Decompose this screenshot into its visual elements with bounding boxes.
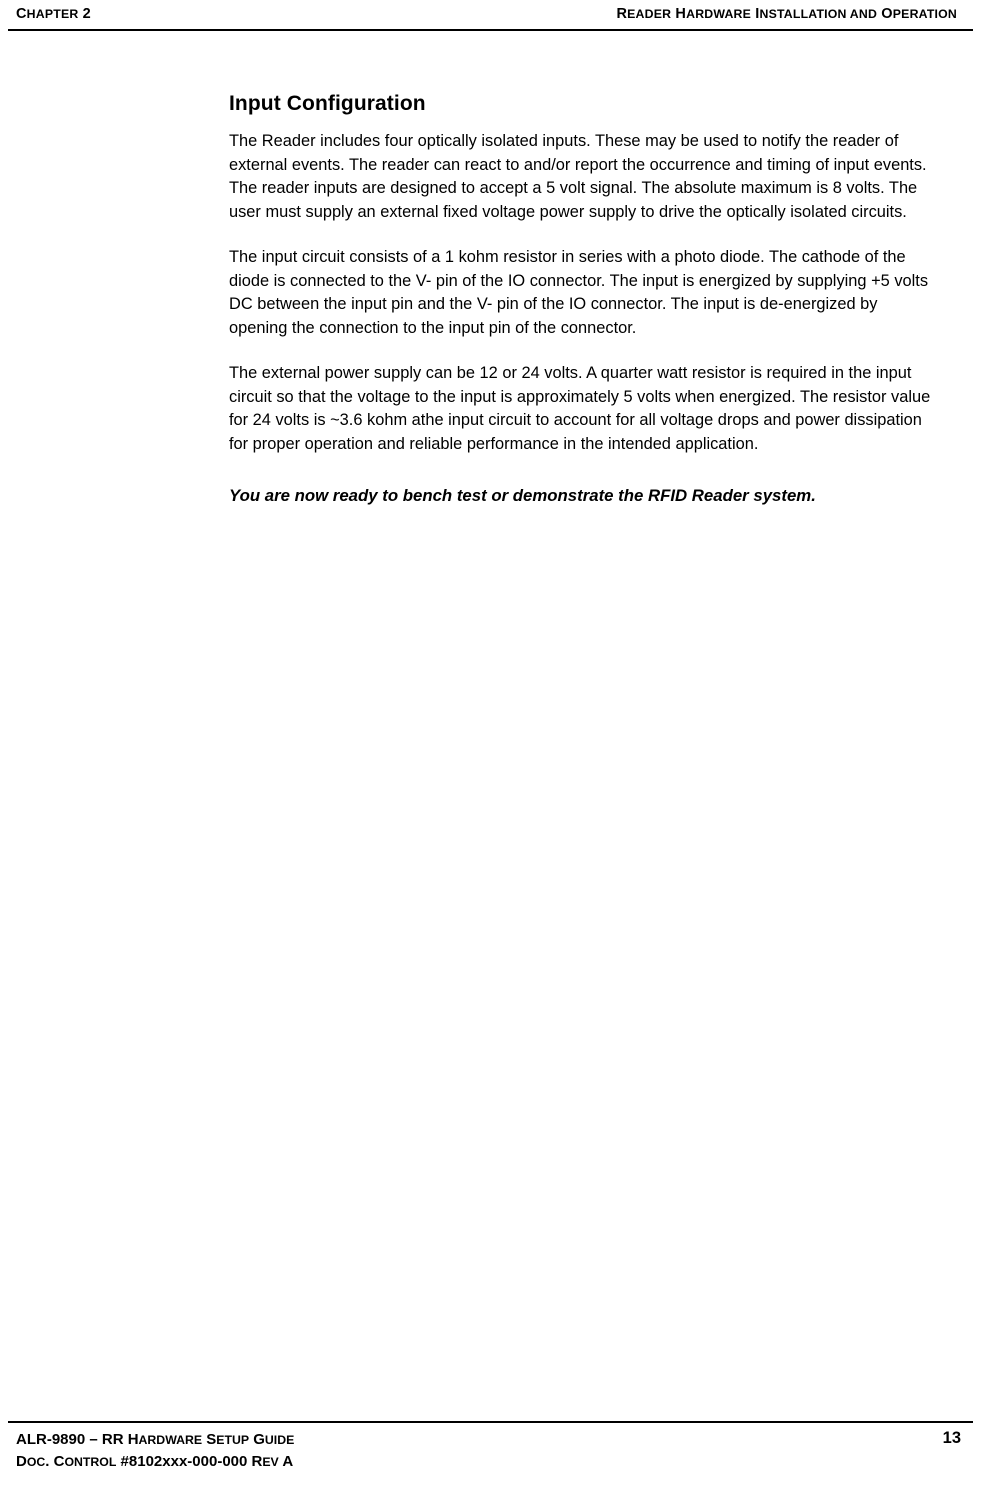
page-title: Input Configuration xyxy=(229,92,426,115)
footer-divider xyxy=(8,1421,973,1423)
footer-document-id xyxy=(16,1429,294,1473)
paragraph-input-circuit: The input circuit consists of a 1 kohm resistor in series with a photo diode. The cathode of the diode is connected to the V- pin of the IO connector. The input is energized by supplying +5 volts DC between the input pin and the V- pin of the IO connector. The input is de-energized by opening the connection to the input pin of the connector. xyxy=(229,248,929,337)
closing-statement: You are now ready to bench test or demonstrate the RFID Reader system. xyxy=(229,486,816,505)
header-document-title: READER HARDWARE INSTALLATION AND OPERATION xyxy=(616,6,957,22)
footer-page-number: 13 xyxy=(942,1429,961,1447)
paragraph-external-power-supply: The external power supply can be 12 or 24 volts. A quarter watt resistor is required in the input circuit so that the voltage to the input is approximately 5 volts when energized. The resistor value for 24 volts is ~3.6 kohm athe input circuit to account for all voltage drops and power dissipation for proper operation and reliable performance in the intended application. xyxy=(229,364,931,453)
header-chapter-label: CHAPTER 2 xyxy=(16,6,91,22)
page-content xyxy=(229,92,932,508)
header-row xyxy=(0,0,981,22)
header-divider xyxy=(8,29,973,31)
footer-row xyxy=(8,1429,973,1473)
footer-line-1: ALR-9890 – RR HARDWARE SETUP GUIDE xyxy=(16,1431,295,1448)
footer-line-2: DOC. CONTROL #8102xxx-000-000 REV A xyxy=(16,1453,294,1470)
paragraph-inputs-overview: The Reader includes four optically isolated inputs. These may be used to notify the reader of external events. The reader can react to and/or report the occurrence and timing of input events. The reader inputs are designed to accept a 5 volt signal. The absolute maximum is 8 volts. The user must supply an external fixed voltage power supply to drive the optically isolated circuits. xyxy=(229,132,927,221)
page-header xyxy=(0,0,981,34)
page-footer xyxy=(8,1421,973,1473)
